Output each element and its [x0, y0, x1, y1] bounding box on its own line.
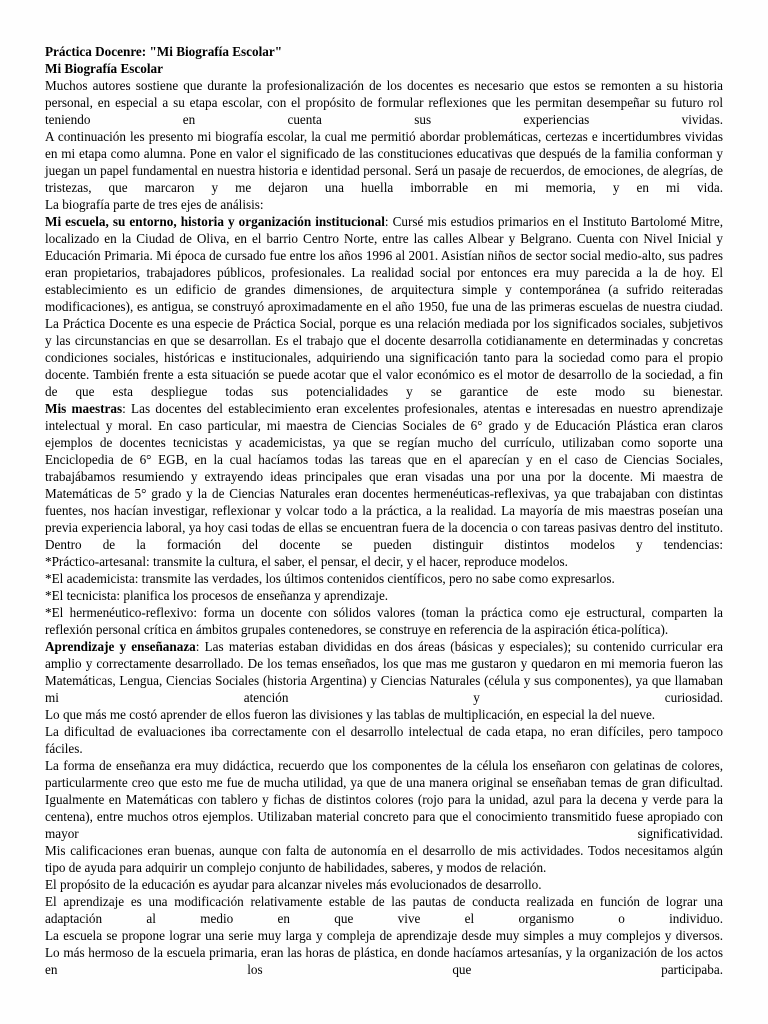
section-axis-2: [45, 400, 723, 553]
paragraph-purpose-of-education: El propósito de la educación es ayudar para alcanzar niveles más evolucionados de desarrollo.: [45, 877, 542, 892]
paragraph-closing-memory: Lo más hermoso de la escuela primaria, eran las horas de plástica, en donde hacíamos artesanías, y la organización de los actos en los que participaba.: [45, 945, 723, 977]
paragraph-intro-2: A continuación les presento mi biografía escolar, la cual me permitió abordar problemáticas, certezas e incertidumbres vividas en mi etapa como alumna. Pone en valor el significado de las constituciones educativas que después de la familia conforman y juegan un papel fundamental en nuestra historia e identidad personal. Será un pasaje de recuerdos, de emociones, de alegrías, de tristezas, que marcaron y me dejaron una huella imborrable en mi memoria, y en mi vida.: [45, 129, 723, 195]
paragraph-axes-lead: La biografía parte de tres ejes de análisis:: [45, 197, 264, 212]
paragraph-intro-1: Muchos autores sostiene que durante la profesionalización de los docentes es necesario que estos se remonten a su historia personal, en especial a su etapa escolar, con el propósito de formular reflexiones que les permitan desempeñar su futuro rol teniendo en cuenta sus experiencias vividas.: [45, 78, 723, 127]
document-body: [45, 43, 723, 978]
model-bullet-practico-artesanal: *Práctico-artesanal: transmite la cultura, el saber, el pensar, el decir, y el hacer, reproduce modelos.: [45, 554, 568, 569]
document-title: Práctica Docenre: "Mi Biografía Escolar": [45, 44, 283, 59]
axis-3-body: : Las materias estaban divididas en dos áreas (básicas y especiales); su contenido curricular era amplio y correctamente desarrollado. De los temas enseñados, los que mas me gustaron y quedaron en mi memoria fueron las Matemáticas, Lengua, Ciencias Sociales (historia Argentina) y Ciencias Naturales (célula y sus componentes), ya que llamaban mi atención y curiosidad.: [45, 639, 723, 705]
paragraph-hardest-topics: Lo que más me costó aprender de ellos fueron las divisiones y las tablas de multiplicación, en especial la del nueve.: [45, 707, 656, 722]
model-bullet-academicista: *El academicista: transmite las verdades, los últimos contenidos científicos, pero no sabe como expresarlos.: [45, 571, 615, 586]
section-axis-3: [45, 638, 723, 706]
model-bullet-tecnicista: *El tecnicista: planifica los procesos de enseñanza y aprendizaje.: [45, 588, 389, 603]
axis-3-heading: Aprendizaje y enseñanaza: [45, 639, 196, 654]
axis-1-body: : Cursé mis estudios primarios en el Instituto Bartolomé Mitre, localizado en la Ciudad de Oliva, en el barrio Centro Norte, entre las calles Albear y Belgrano. Cuenta con Nivel Inicial y Educación Primaria. Mi época de cursado fue entre los años 1996 al 2001. Asistían niños de sector social medio-alto, sus padres eran propietarios, trabajadores públicos, profesionales. La realidad social por entonces era muy parecida a la de hoy. El establecimiento es un edificio de grandes dimensiones, de arquitectura simple y contemporánea (a sufrido reiteradas modificaciones), es antigua, se construyó aproximadamente en el año 1950, fue una de las primeras escuelas de nuestra ciudad. La Práctica Docente es una especie de Práctica Social, porque es una relación mediada por los significados sociales, subjetivos y las circunstancias en que se desarrollan. Es el trabajo que el docente desarrolla cotidianamente en determinadas y concretas condiciones sociales, históricas e institucionales, adquiriendo una significación tanto para la sociedad como para el propio docente. También frente a esta situación se puede acotar que el valor económico es el motor de desarrollo de la sociedad, a fin de que esta despliegue todas sus potencialidades y se garantice de este modo su bienestar.: [45, 214, 723, 399]
section-axis-1: [45, 213, 723, 400]
axis-2-body: : Las docentes del establecimiento eran excelentes profesionales, atentas e interesadas en nuestro aprendizaje intelectual y moral. En caso particular, mi maestra de Ciencias Sociales de 6° grado y de Educación Plástica eran claros ejemplos de docentes tecnicistas y academicistas, ya que se regían mucho del currículo, utilizaban como soporte una Enciclopedia de 6° EGB, en la cual hacíamos todas las tareas que en el aparecían y en el caso de Ciencias Sociales, trabajábamos resumiendo y extrayendo ideas principales que eran visadas una por una por la docente. Mi maestra de Matemáticas de 5° grado y la de Ciencias Naturales eran docentes hermenéuticas-reflexivas, ya que trabajaban con distintas fuentes, nos hacían investigar, reflexionar y volcar todo a la práctica, a la realidad. La mayoría de mis maestras poseían una previa experiencia laboral, ya hoy casi todas de ellas se encuentran fuera de la docencia o con tareas pasivas dentro del instituto. Dentro de la formación del docente se pueden distinguir distintos modelos y tendencias:: [45, 401, 723, 552]
paragraph-school-goal: La escuela se propone lograr una serie muy larga y compleja de aprendizaje desde muy simples a muy complejos y diversos.: [45, 928, 723, 943]
model-bullet-hermeneutico-reflexivo: *El hermenéutico-reflexivo: forma un docente con sólidos valores (toman la práctica como eje estructural, comparten la reflexión personal crítica en ámbitos grupales contenedores, se construye en referencia de la aspiración ética-política).: [45, 605, 723, 637]
axis-1-heading: Mi escuela, su entorno, historia y organización institucional: [45, 214, 385, 229]
paragraph-evaluations: La dificultad de evaluaciones iba correctamente con el desarrollo intelectual de cada etapa, no eran difíciles, pero tampoco fáciles.: [45, 724, 723, 756]
paragraph-learning-definition: El aprendizaje es una modificación relativamente estable de las pautas de conducta realizada en función de lograr una adaptación al medio en que vive el organismo o individuo.: [45, 894, 723, 926]
axis-2-heading: Mis maestras: [45, 401, 123, 416]
document-subtitle: Mi Biografía Escolar: [45, 61, 163, 76]
paragraph-teaching-method: La forma de enseñanza era muy didáctica, recuerdo que los componentes de la célula los enseñaron con gelatinas de colores, particularmente creo que esto me fue de mucha utilidad, ya que de una manera original se enseñaban temas de gran dificultad. Igualmente en Matemáticas con tablero y fichas de distintos colores (rojo para la unidad, azul para la decena y verde para la centena), entre muchos otros ejemplos. Utilizaban material concreto para que el conocimiento transmitido fuese apropiado con mayor significatividad.: [45, 758, 723, 841]
paragraph-grades: Mis calificaciones eran buenas, aunque con falta de autonomía en el desarrollo de mis actividades. Todos necesitamos algún tipo de ayuda para adquirir un complejo conjunto de habilidades, saberes, y modos de relación.: [45, 843, 723, 875]
